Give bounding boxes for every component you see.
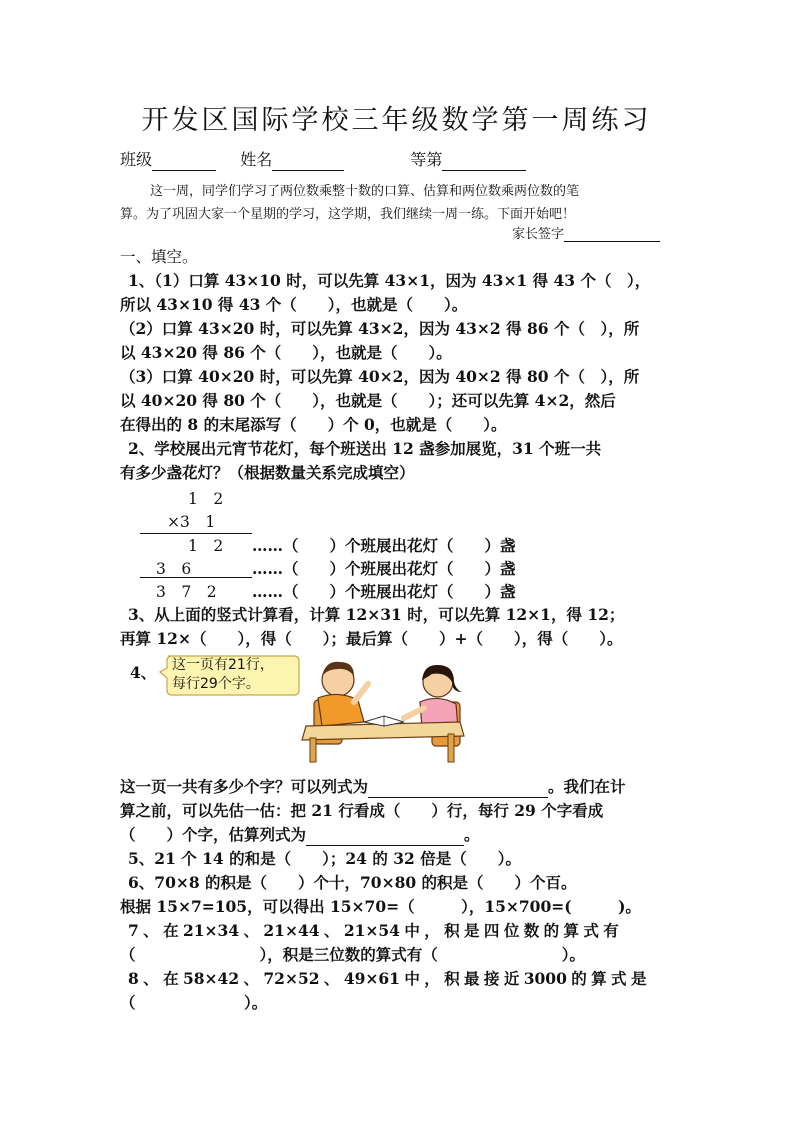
header-row <box>120 149 526 171</box>
name-label: 姓名 <box>240 150 273 169</box>
q5-line: 5、21 个 14 的和是（ ）；24 的 32 倍是（ ）。 <box>128 849 521 868</box>
q7-line-2: （ ），积是三位数的算式有（ ）。 <box>120 945 586 964</box>
calc-fill-1: ……（ ）个班展出花灯（ ）盏 <box>252 536 516 555</box>
q4-line-3 <box>120 824 480 846</box>
calc-fill-3: ……（ ）个班展出花灯（ ）盏 <box>252 582 516 601</box>
q7-line-1: 7 、 在 21×34 、 21×44 、 21×54 中 ， 积 是 四 位 数 的 算 式 有 <box>128 921 619 940</box>
q4-line-3a: （ ）个字，估算列式为 <box>120 825 307 844</box>
name-field[interactable] <box>272 154 344 171</box>
grade-field[interactable] <box>442 154 526 171</box>
q4-line-1 <box>120 776 626 798</box>
kids-reading-illustration <box>292 652 472 764</box>
q8-line-2: （ ）。 <box>120 993 268 1012</box>
q4-formula-field[interactable] <box>368 781 548 798</box>
q1-line-5: （3）口算 40×20 时，可以先算 40×2，因为 40×2 得 80 个（ ），所 <box>120 367 640 386</box>
q1-line-3: （2）口算 43×20 时，可以先算 43×2，因为 43×2 得 86 个（ ），所 <box>120 319 640 338</box>
parent-sign-label: 家长签字 <box>512 227 565 242</box>
q1-line-6: 以 40×20 得 80 个（ ），也就是（ ）；还可以先算 4×2，然后 <box>120 391 616 410</box>
calc-fill-2: ……（ ）个班展出花灯（ ）盏 <box>252 559 516 578</box>
parent-sign-field[interactable] <box>564 227 660 242</box>
intro-line-2: 算。为了巩固大家一个星期的学习，这学期，我们继续一周一练。下面开始吧！ <box>120 207 576 222</box>
calc-multiplicand: 1 2 <box>188 490 224 508</box>
q4-line-1b: 。我们在计 <box>548 777 626 796</box>
q3-line-1: 3、从上面的竖式计算看，计算 12×31 时，可以先算 12×1，得 12； <box>128 605 625 624</box>
q4-number: 4、 <box>130 663 157 682</box>
class-field[interactable] <box>152 154 216 171</box>
grade-label: 等第 <box>410 150 443 169</box>
calc-result: 3 7 2 <box>156 583 217 601</box>
parent-sign-row <box>512 223 660 242</box>
q8-line-1: 8 、 在 58×42 、 72×52 、 49×61 中 ， 积 最 接 近 3000 的 算 式 是 <box>128 969 647 988</box>
page-title: 开发区国际学校三年级数学第一周练习 <box>141 105 652 136</box>
section-title: 一、填空。 <box>120 248 198 266</box>
bubble-line-2: 每行29个字。 <box>172 676 260 692</box>
q4-line-2: 算之前，可以先估一估：把 21 行看成（ ）行，每行 29 个字看成 <box>120 801 604 820</box>
q4-estimate-field[interactable] <box>306 829 464 846</box>
q1-line-2: 所以 43×10 得 43 个（ ），也就是（ ）。 <box>120 295 468 314</box>
calc-partial-1: 1 2 <box>188 537 224 555</box>
q2-line-2: 有多少盏花灯？（根据数量关系完成填空） <box>120 463 415 482</box>
q4-line-1a: 这一页一共有多少个字？可以列式为 <box>120 777 369 796</box>
q1-line-1: 1、（1）口算 43×10 时，可以先算 43×1，因为 43×1 得 43 个（ ）， <box>128 271 651 290</box>
q1-line-4: 以 43×20 得 86 个（ ），也就是（ ）。 <box>120 343 452 362</box>
q1-line-7: 在得出的 8 的末尾添写（ ）个 0，也就是（ ）。 <box>120 415 507 434</box>
calc-multiplier: ×3 1 <box>167 513 216 531</box>
q6-line-1: 6、70×8 的积是（ ）个十，70×80 的积是（ ）个百。 <box>128 873 577 892</box>
calc-divider-2 <box>140 577 252 578</box>
intro-line-1: 这一周，同学们学习了两位数乘整十数的口算、估算和两位数乘两位数的笔 <box>150 184 580 199</box>
q3-line-2: 再算 12×（ ），得（ ）；最后算（ ）+（ ），得（ ）。 <box>120 629 623 648</box>
q2-line-1: 2、学校展出元宵节花灯，每个班送出 12 盏参加展览，31 个班一共 <box>128 439 602 458</box>
q6-line-2: 根据 15×7=105，可以得出 15×70=（ ），15×700=( )。 <box>120 897 641 916</box>
calc-partial-2: 3 6 <box>156 560 192 578</box>
bubble-line-1: 这一页有21行， <box>172 657 274 673</box>
class-label: 班级 <box>120 150 153 169</box>
q4-line-3b: 。 <box>464 825 480 844</box>
speech-bubble-text <box>172 656 274 694</box>
